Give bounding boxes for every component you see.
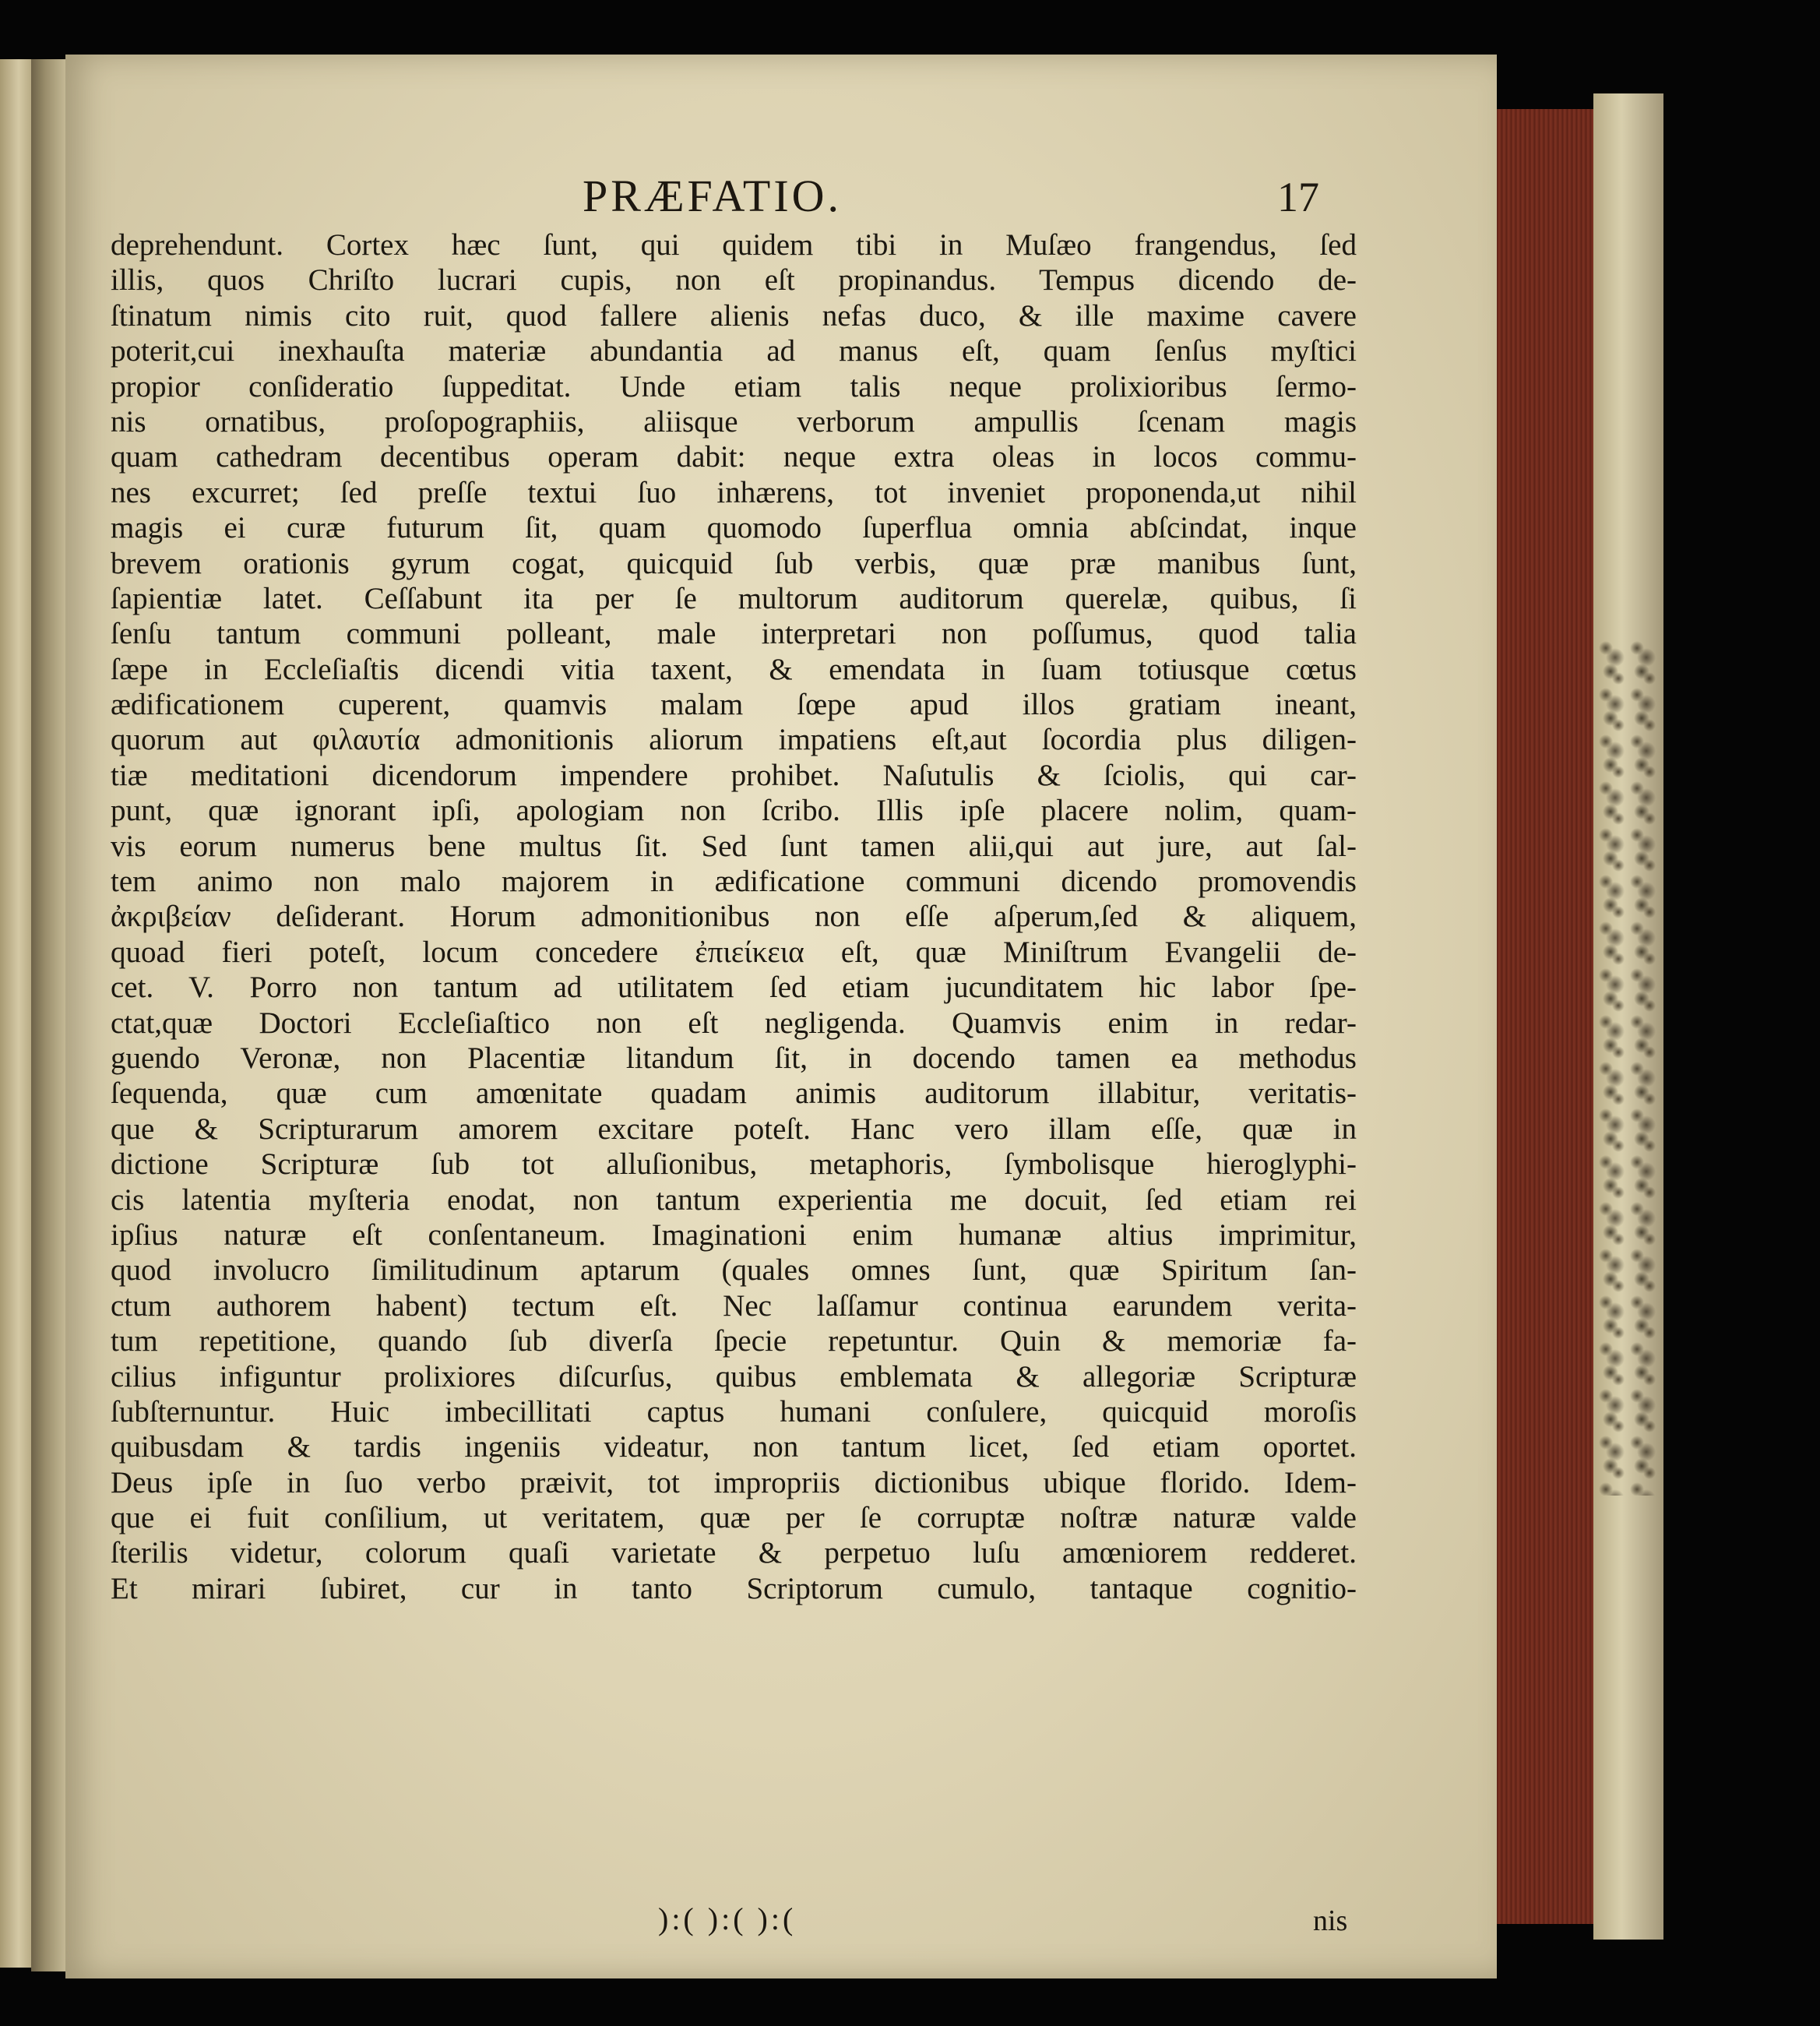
text-line: quoad fieri poteſt, locum concedere ἐπιείκεια eſt, quæ Miniſtrum Evangelii de- bbox=[111, 935, 1357, 969]
text-line: nes excurret; ſed preſſe textui ſuo inhærens, tot inveniet proponenda,ut nihil bbox=[111, 475, 1357, 509]
text-line: ſenſu tantum communi polleant, male interpretari non poſſumus, quod talia bbox=[111, 617, 1357, 651]
text-line: quibusdam & tardis ingeniis videatur, non tantum licet, ſed etiam oportet. bbox=[111, 1430, 1357, 1464]
page-edges bbox=[1497, 109, 1593, 1924]
left-page-edge bbox=[0, 59, 31, 1968]
text-line: ipſius naturæ eſt conſentaneum. Imaginationi enim humanæ altius imprimitur, bbox=[111, 1217, 1357, 1252]
text-line: poterit,cui inexhauſta materiæ abundantia ad manus eſt, quam ſenſus myſtici bbox=[111, 334, 1357, 368]
text-line: tiæ meditationi dicendorum impendere prohibet. Naſutulis & ſciolis, qui car- bbox=[111, 758, 1357, 792]
text-line: illis, quos Chriſto lucrari cupis, non eſt propinandus. Tempus dicendo de- bbox=[111, 263, 1357, 298]
text-line: cilius infiguntur prolixiores diſcurſus, quibus emblemata & allegoriæ Scripturæ bbox=[111, 1359, 1357, 1394]
running-title: PRÆFATIO. bbox=[583, 171, 843, 221]
cover-marbling bbox=[1596, 639, 1659, 1496]
text-line: cet. V. Porro non tantum ad utilitatem ſed etiam jucunditatem hic labor ſpe- bbox=[111, 971, 1357, 1005]
text-line: ἀκριβείαν deſiderant. Horum admonitionibus non eſſe aſperum,ſed & aliquem, bbox=[111, 900, 1357, 934]
text-line: ædificationem cuperent, quamvis malam ſœpe apud illos gratiam ineant, bbox=[111, 688, 1357, 722]
text-line: ſterilis videtur, colorum quaſi varietate & perpetuo luſu amœniorem redderet. bbox=[111, 1536, 1357, 1570]
text-line: punt, quæ ignorant ipſi, apologiam non ſcribo. Illis ipſe placere nolim, quam- bbox=[111, 794, 1357, 828]
text-line: Et mirari ſubiret, cur in tanto Scriptorum cumulo, tantaque cognitio- bbox=[111, 1571, 1357, 1605]
text-line: ſapientiæ latet. Ceſſabunt ita per ſe multorum auditorum querelæ, quibus, ſi bbox=[111, 581, 1357, 615]
text-line: magis ei curæ futurum ſit, quam quomodo ſuperflua omnia abſcindat, inque bbox=[111, 511, 1357, 545]
text-line: brevem orationis gyrum cogat, quicquid ſub verbis, quæ præ manibus ſunt, bbox=[111, 546, 1357, 580]
text-line: guendo Veronæ, non Placentiæ litandum ſit, in docendo tamen ea methodus bbox=[111, 1041, 1357, 1075]
book-gutter bbox=[31, 59, 67, 1971]
text-line: ctat,quæ Doctori Eccleſiaſtico non eſt negligenda. Quamvis enim in redar- bbox=[111, 1006, 1357, 1040]
text-line: quorum aut φιλαυτία admonitionis aliorum impatiens eſt,aut ſocordia plus diligen- bbox=[111, 723, 1357, 757]
text-line: tum repetitione, quando ſub diverſa ſpecie repetuntur. Quin & memoriæ fa- bbox=[111, 1324, 1357, 1358]
text-line-paragraph-start bbox=[111, 1606, 1357, 1641]
text-line: propior conſideratio ſuppeditat. Unde etiam talis neque prolixioribus ſermo- bbox=[111, 369, 1357, 403]
text-line: Deus ipſe in ſuo verbo præivit, tot impropriis dictionibus ubique florido. Idem- bbox=[111, 1465, 1357, 1499]
text-line: que & Scripturarum amorem excitare poteſt. Hanc vero illam eſſe, quæ in bbox=[111, 1112, 1357, 1146]
text-line: nis ornatibus, proſopographiis, aliisque verborum ampullis ſcenam magis bbox=[111, 404, 1357, 439]
text-line: que ei fuit conſilium, ut veritatem, quæ per ſe corruptæ noſtræ naturæ valde bbox=[111, 1501, 1357, 1535]
text-line: vis eorum numerus bene multus ſit. Sed ſunt tamen alii,qui aut jure, aut ſal- bbox=[111, 829, 1357, 863]
text-line: ctum authorem habent) tectum eſt. Nec laſſamur continua earundem verita- bbox=[111, 1288, 1357, 1323]
text-line: quam cathedram decentibus operam dabit: neque extra oleas in locos commu- bbox=[111, 440, 1357, 474]
text-line: ſequenda, quæ cum amœnitate quadam animis auditorum illabitur, veritatis- bbox=[111, 1076, 1357, 1111]
text-line: quod involucro ſimilitudinum aptarum (quales omnes ſunt, quæ Spiritum ſan- bbox=[111, 1253, 1357, 1288]
text-line: ſtinatum nimis cito ruit, quod fallere alienis nefas duco, & ille maxime cavere bbox=[111, 298, 1357, 333]
catchword: nis bbox=[1313, 1904, 1348, 1937]
body-text bbox=[111, 227, 1357, 1642]
text-line: ſæpe in Eccleſiaſtis dicendi vitia taxent, & emendata in ſuam totiusque cœtus bbox=[111, 652, 1357, 686]
text-line: ſubſternuntur. Huic imbecillitati captus humani conſulere, quicquid moroſis bbox=[111, 1394, 1357, 1429]
text-line: deprehendunt. Cortex hæc ſunt, qui quidem tibi in Muſæo frangendus, ſed bbox=[111, 228, 1357, 262]
page-number: 17 bbox=[1277, 174, 1319, 220]
text-line: dictione Scripturæ ſub tot alluſionibus, metaphoris, ſymbolisque hieroglyphi- bbox=[111, 1147, 1357, 1182]
running-header bbox=[109, 170, 1355, 224]
text-line: cis latentia myſteria enodat, non tantum experientia me docuit, ſed etiam rei bbox=[111, 1182, 1357, 1217]
text-line: tem animo non malo majorem in ædificatione communi dicendo promovendis bbox=[111, 865, 1357, 899]
signature-mark: ):( ):( ):( bbox=[658, 1901, 797, 1936]
